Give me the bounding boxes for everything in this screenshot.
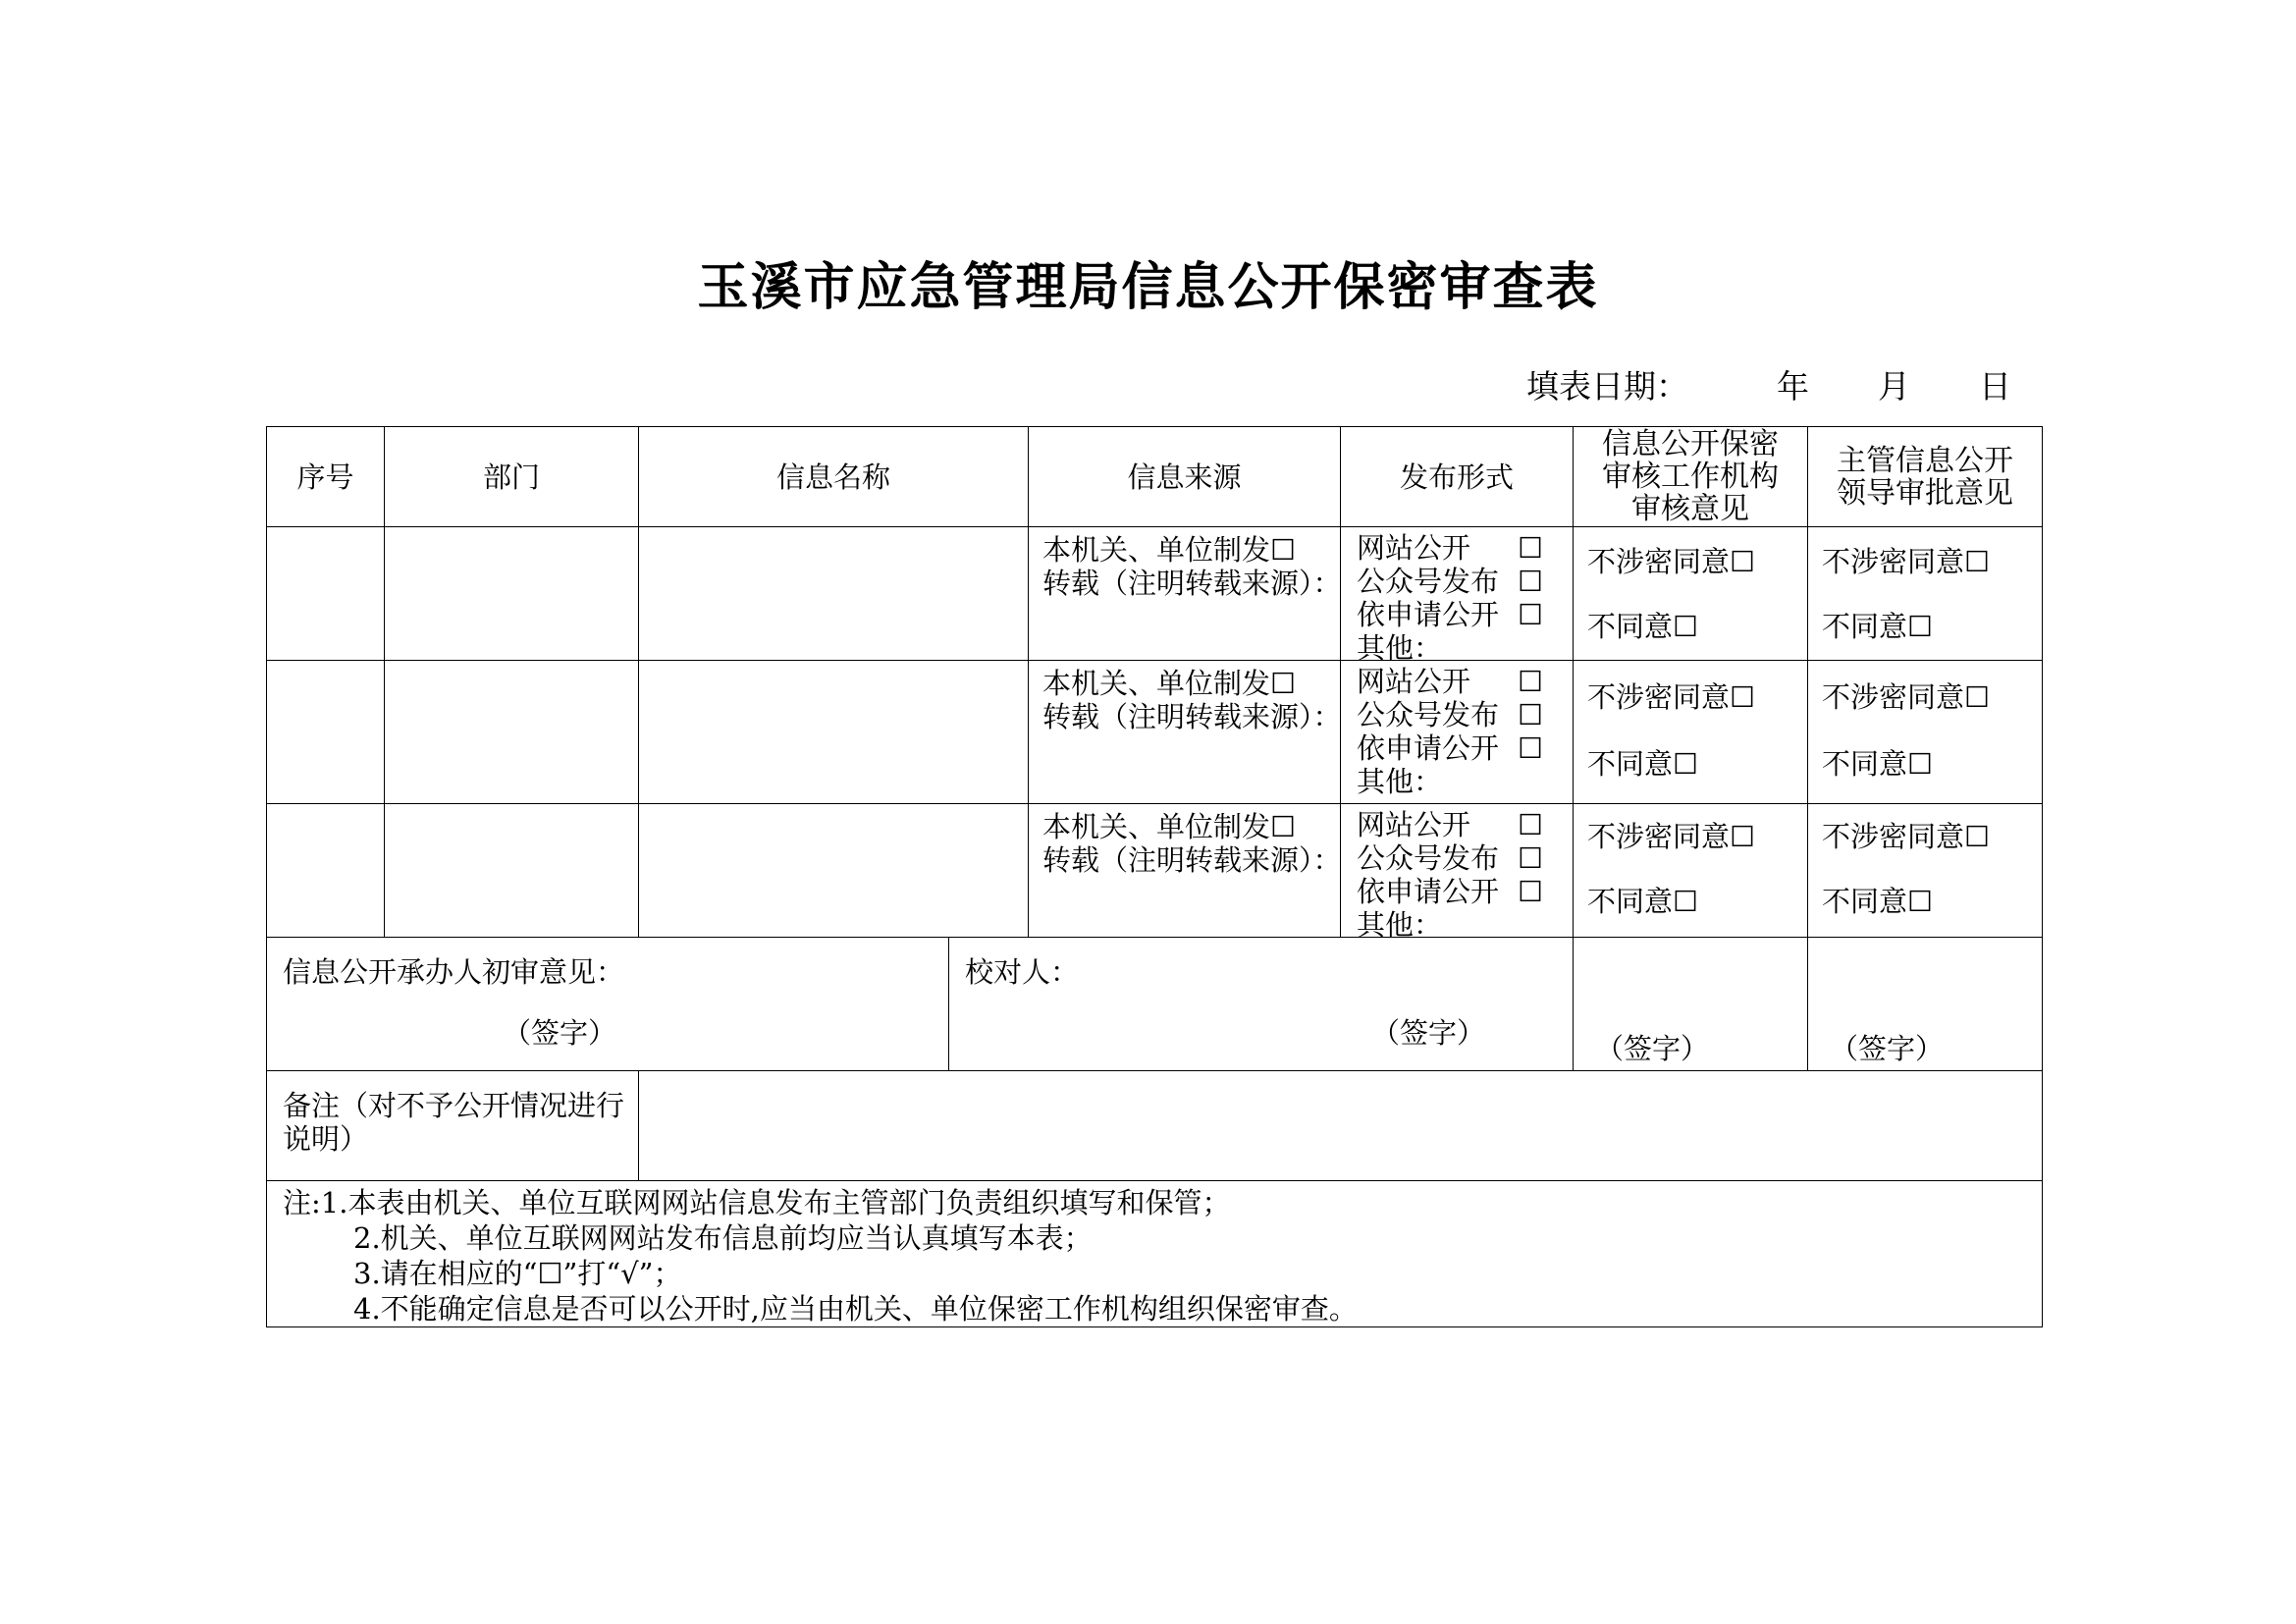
review-form: [266, 426, 2043, 1327]
leader-sign-cell[interactable]: [1807, 937, 2043, 1071]
row2-source[interactable]: [1028, 660, 1341, 804]
initial-review-signature: （签字）: [503, 1016, 617, 1050]
fill-date-month[interactable]: 月: [1878, 367, 1910, 406]
format-wechat[interactable]: 公众号发布 ☐: [1357, 841, 1543, 875]
review-disagree[interactable]: 不同意☐: [1587, 610, 1698, 643]
header-info-name: 信息名称: [638, 426, 1029, 527]
source-repost[interactable]: 转载（注明转载来源）：: [1042, 567, 1342, 600]
review-sign-cell[interactable]: [1573, 937, 1808, 1071]
row3-source[interactable]: [1028, 803, 1341, 938]
source-repost[interactable]: 转载（注明转载来源）：: [1042, 700, 1342, 733]
review-agree[interactable]: 不涉密同意☐: [1587, 545, 1755, 578]
format-on-request[interactable]: 依申请公开 ☐: [1357, 731, 1543, 765]
remark-input[interactable]: [638, 1070, 2043, 1181]
notes-block: [266, 1180, 2043, 1327]
source-own[interactable]: 本机关、单位制发☐: [1042, 810, 1296, 843]
fill-date: [1526, 361, 2011, 407]
header-review-line: 信息公开保密: [1602, 427, 1779, 461]
row1-dept[interactable]: [384, 526, 639, 661]
proofreader-label: 校对人：: [965, 955, 1080, 989]
note-line: 2.机关、单位互联网网站发布信息前均应当认真填写本表；: [353, 1221, 1093, 1255]
source-own[interactable]: 本机关、单位制发☐: [1042, 533, 1296, 567]
leader-disagree[interactable]: 不同意☐: [1822, 610, 1933, 643]
header-leader: [1807, 426, 2043, 527]
row3-review: [1573, 803, 1808, 938]
leader-agree[interactable]: 不涉密同意☐: [1822, 820, 1990, 853]
header-seq: 序号: [266, 426, 385, 527]
fill-date-year[interactable]: 年: [1777, 367, 1809, 406]
format-wechat[interactable]: 公众号发布 ☐: [1357, 565, 1543, 598]
format-on-request[interactable]: 依申请公开 ☐: [1357, 875, 1543, 908]
note-line: 注:1.本表由机关、单位互联网网站信息发布主管部门负责组织填写和保管；: [283, 1186, 1231, 1219]
proofreader-cell[interactable]: [948, 937, 1574, 1071]
row1-source[interactable]: [1028, 526, 1341, 661]
row3-seq[interactable]: [266, 803, 385, 938]
leader-disagree[interactable]: 不同意☐: [1822, 885, 1933, 918]
header-source: 信息来源: [1028, 426, 1341, 527]
header-review-line: 审核意见: [1631, 492, 1749, 526]
row1-leader: [1807, 526, 2043, 661]
leader-signature: （签字）: [1830, 1032, 1945, 1065]
leader-agree[interactable]: 不涉密同意☐: [1822, 545, 1990, 578]
row2-format[interactable]: [1340, 660, 1574, 804]
header-dept: 部门: [384, 426, 639, 527]
row2-seq[interactable]: [266, 660, 385, 804]
note-line: 3.请在相应的“☐”打“√”；: [353, 1257, 682, 1290]
format-other[interactable]: 其他：: [1357, 765, 1443, 798]
header-review-line: 审核工作机构: [1602, 460, 1779, 494]
row3-dept[interactable]: [384, 803, 639, 938]
header-leader-line: 主管信息公开: [1837, 443, 2013, 478]
page-title: 玉溪市应急管理局信息公开保密审查表: [697, 257, 1599, 317]
review-agree[interactable]: 不涉密同意☐: [1587, 680, 1755, 714]
proofreader-signature: （签字）: [1371, 1016, 1486, 1050]
initial-review-cell[interactable]: [266, 937, 949, 1071]
format-other[interactable]: 其他：: [1357, 631, 1443, 665]
review-signature: （签字）: [1595, 1032, 1710, 1065]
review-agree[interactable]: 不涉密同意☐: [1587, 820, 1755, 853]
row1-info-name[interactable]: [638, 526, 1029, 661]
fill-date-day[interactable]: 日: [1979, 367, 2011, 406]
review-disagree[interactable]: 不同意☐: [1587, 885, 1698, 918]
leader-disagree[interactable]: 不同意☐: [1822, 747, 1933, 781]
remark-label: 备注（对不予公开情况进行说明）: [266, 1070, 639, 1181]
format-other[interactable]: 其他：: [1357, 908, 1443, 942]
row1-seq[interactable]: [266, 526, 385, 661]
format-wechat[interactable]: 公众号发布 ☐: [1357, 698, 1543, 731]
row1-format[interactable]: [1340, 526, 1574, 665]
header-format: 发布形式: [1340, 426, 1574, 527]
row3-leader: [1807, 803, 2043, 938]
row2-info-name[interactable]: [638, 660, 1029, 804]
format-website[interactable]: 网站公开 ☐: [1357, 531, 1543, 565]
format-website[interactable]: 网站公开 ☐: [1357, 665, 1543, 698]
fill-date-label: 填表日期：: [1526, 367, 1688, 406]
header-review: [1573, 426, 1808, 527]
row3-format[interactable]: [1340, 803, 1574, 942]
leader-agree[interactable]: 不涉密同意☐: [1822, 680, 1990, 714]
row1-review: [1573, 526, 1808, 661]
review-disagree[interactable]: 不同意☐: [1587, 747, 1698, 781]
source-own[interactable]: 本机关、单位制发☐: [1042, 667, 1296, 700]
initial-review-label: 信息公开承办人初审意见：: [283, 955, 625, 989]
row2-leader: [1807, 660, 2043, 804]
row2-dept[interactable]: [384, 660, 639, 804]
note-line: 4.不能确定信息是否可以公开时,应当由机关、单位保密工作机构组织保密审查。: [353, 1292, 1358, 1326]
format-on-request[interactable]: 依申请公开 ☐: [1357, 598, 1543, 631]
row2-review: [1573, 660, 1808, 804]
source-repost[interactable]: 转载（注明转载来源）：: [1042, 843, 1342, 877]
header-leader-line: 领导审批意见: [1837, 475, 2013, 511]
row3-info-name[interactable]: [638, 803, 1029, 938]
format-website[interactable]: 网站公开 ☐: [1357, 808, 1543, 841]
